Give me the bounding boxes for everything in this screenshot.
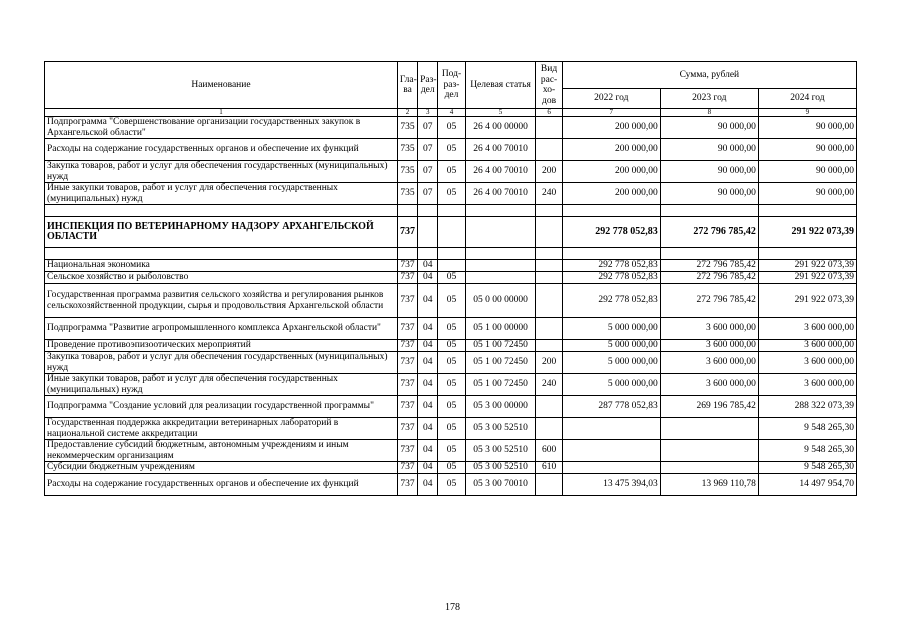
cell-glava: 735	[397, 183, 417, 205]
cell-razdel: 07	[418, 117, 438, 139]
table-row	[45, 396, 857, 418]
cell-sum-2024: 3 600 000,00	[758, 340, 856, 352]
cell-razdel: 04	[418, 260, 438, 272]
cell-podrazdel: 05	[438, 340, 465, 352]
cell-target: 05 3 00 52510	[465, 418, 536, 440]
table-row	[45, 272, 857, 284]
cell-sum-2022: 200 000,00	[562, 161, 660, 183]
cell-razdel: 07	[418, 183, 438, 205]
cell-target: 26 4 00 00000	[465, 117, 536, 139]
table-row	[45, 260, 857, 272]
cell-target: 05 1 00 72450	[465, 352, 536, 374]
cell-podrazdel	[438, 217, 465, 248]
cell-podrazdel: 05	[438, 161, 465, 183]
header-target: Целевая статья	[465, 62, 536, 109]
cell-name	[45, 248, 398, 260]
cell-glava: 735	[397, 117, 417, 139]
column-number-row	[45, 109, 857, 117]
cell-sum-2024: 291 922 073,39	[758, 260, 856, 272]
cell-glava: 737	[397, 352, 417, 374]
cell-vid	[536, 340, 562, 352]
cell-vid: 240	[536, 374, 562, 396]
cell-sum-2022: 200 000,00	[562, 183, 660, 205]
cell-vid	[536, 139, 562, 161]
cell-glava: 737	[397, 462, 417, 474]
table-row-blank	[45, 248, 857, 260]
cell-sum-2022: 200 000,00	[562, 117, 660, 139]
cell-sum-2024: 3 600 000,00	[758, 352, 856, 374]
cell-sum-2023: 269 196 785,42	[660, 396, 758, 418]
cell-vid	[536, 260, 562, 272]
cell-vid: 200	[536, 161, 562, 183]
cell-razdel: 07	[418, 139, 438, 161]
table-row	[45, 318, 857, 340]
cell-sum-2022: 292 778 052,83	[562, 272, 660, 284]
cell-sum-2024: 90 000,00	[758, 183, 856, 205]
cell-sum-2022: 5 000 000,00	[562, 352, 660, 374]
cell-podrazdel	[438, 248, 465, 260]
cell-name: Государственная поддержка аккредитации ветеринарных лабораторий в национальной системе аккредитации	[45, 418, 398, 440]
cell-sum-2023: 90 000,00	[660, 117, 758, 139]
cell-sum-2024: 3 600 000,00	[758, 318, 856, 340]
cell-vid: 240	[536, 183, 562, 205]
column-number: 9	[758, 109, 856, 117]
cell-name: Закупка товаров, работ и услуг для обеспечения государственных (муниципальных) нужд	[45, 161, 398, 183]
cell-target: 05 3 00 52510	[465, 462, 536, 474]
cell-name: Государственная программа развития сельского хозяйства и регулирования рынков сельскохозяйственной продукции, сырья и продовольствия Архангельской области	[45, 284, 398, 318]
cell-vid	[536, 474, 562, 496]
header-razdel: Раз-дел	[418, 62, 438, 109]
cell-razdel: 04	[418, 374, 438, 396]
cell-podrazdel: 05	[438, 374, 465, 396]
cell-target: 05 3 00 70010	[465, 474, 536, 496]
column-number: 8	[660, 109, 758, 117]
cell-sum-2023: 90 000,00	[660, 161, 758, 183]
cell-razdel: 04	[418, 352, 438, 374]
cell-name: Сельское хозяйство и рыболовство	[45, 272, 398, 284]
cell-razdel	[418, 248, 438, 260]
cell-vid	[536, 248, 562, 260]
cell-sum-2022	[562, 440, 660, 462]
cell-glava: 737	[397, 474, 417, 496]
cell-vid	[536, 205, 562, 217]
cell-vid	[536, 217, 562, 248]
cell-sum-2022: 5 000 000,00	[562, 374, 660, 396]
cell-target: 05 1 00 72450	[465, 340, 536, 352]
cell-razdel: 04	[418, 272, 438, 284]
cell-sum-2023	[660, 440, 758, 462]
cell-target: 26 4 00 70010	[465, 183, 536, 205]
table-row	[45, 139, 857, 161]
cell-glava: 737	[397, 418, 417, 440]
cell-vid: 200	[536, 352, 562, 374]
header-year-2023: 2023 год	[660, 89, 758, 109]
table-row	[45, 374, 857, 396]
cell-sum-2023	[660, 462, 758, 474]
cell-sum-2024: 90 000,00	[758, 117, 856, 139]
page-number: 178	[445, 602, 460, 613]
cell-sum-2022	[562, 418, 660, 440]
cell-target	[465, 248, 536, 260]
cell-podrazdel: 05	[438, 272, 465, 284]
table-row	[45, 474, 857, 496]
table-row	[45, 284, 857, 318]
cell-razdel: 04	[418, 462, 438, 474]
header-year-2022: 2022 год	[562, 89, 660, 109]
header-year-2024: 2024 год	[758, 89, 856, 109]
cell-sum-2024: 291 922 073,39	[758, 217, 856, 248]
cell-razdel	[418, 217, 438, 248]
header-glava: Гла-ва	[397, 62, 417, 109]
cell-target: 05 1 00 00000	[465, 318, 536, 340]
cell-sum-2022: 292 778 052,83	[562, 217, 660, 248]
cell-razdel: 04	[418, 440, 438, 462]
cell-vid: 600	[536, 440, 562, 462]
cell-sum-2023: 90 000,00	[660, 139, 758, 161]
cell-razdel: 04	[418, 284, 438, 318]
cell-target: 26 4 00 70010	[465, 139, 536, 161]
cell-name: Субсидии бюджетным учреждениям	[45, 462, 398, 474]
cell-glava: 737	[397, 374, 417, 396]
cell-target	[465, 272, 536, 284]
cell-sum-2024	[758, 205, 856, 217]
cell-glava: 737	[397, 318, 417, 340]
cell-sum-2024: 90 000,00	[758, 139, 856, 161]
cell-sum-2024: 9 548 265,30	[758, 418, 856, 440]
cell-target: 05 3 00 00000	[465, 396, 536, 418]
cell-name: ИНСПЕКЦИЯ ПО ВЕТЕРИНАРНОМУ НАДЗОРУ АРХАНГЕЛЬСКОЙ ОБЛАСТИ	[45, 217, 398, 248]
cell-name: Подпрограмма "Развитие агропромышленного комплекса Архангельской области"	[45, 318, 398, 340]
budget-table	[44, 61, 857, 496]
cell-glava: 737	[397, 272, 417, 284]
table-row	[45, 161, 857, 183]
cell-glava: 737	[397, 284, 417, 318]
cell-sum-2022	[562, 462, 660, 474]
cell-glava: 737	[397, 260, 417, 272]
table-row	[45, 352, 857, 374]
cell-sum-2023: 3 600 000,00	[660, 318, 758, 340]
cell-name: Подпрограмма "Совершенствование организации государственных закупок в Архангельской области"	[45, 117, 398, 139]
cell-sum-2023: 272 796 785,42	[660, 284, 758, 318]
cell-podrazdel: 05	[438, 352, 465, 374]
column-number: 7	[562, 109, 660, 117]
cell-glava: 735	[397, 161, 417, 183]
cell-sum-2023: 272 796 785,42	[660, 217, 758, 248]
cell-razdel: 04	[418, 318, 438, 340]
cell-sum-2024: 90 000,00	[758, 161, 856, 183]
header-vid: Вид рас-хо-дов	[536, 62, 562, 109]
cell-sum-2023: 3 600 000,00	[660, 352, 758, 374]
cell-sum-2022: 5 000 000,00	[562, 318, 660, 340]
cell-target: 26 4 00 70010	[465, 161, 536, 183]
column-number: 3	[418, 109, 438, 117]
cell-glava: 735	[397, 139, 417, 161]
cell-sum-2022: 200 000,00	[562, 139, 660, 161]
cell-vid	[536, 396, 562, 418]
cell-sum-2023: 90 000,00	[660, 183, 758, 205]
column-number: 1	[45, 109, 398, 117]
table-row	[45, 183, 857, 205]
column-number: 4	[438, 109, 465, 117]
cell-sum-2024	[758, 248, 856, 260]
cell-razdel: 04	[418, 418, 438, 440]
cell-podrazdel: 05	[438, 139, 465, 161]
cell-vid	[536, 418, 562, 440]
cell-name: Проведение противоэпизоотических мероприятий	[45, 340, 398, 352]
cell-sum-2022	[562, 205, 660, 217]
cell-razdel: 07	[418, 161, 438, 183]
cell-razdel: 04	[418, 396, 438, 418]
cell-target: 05 3 00 52510	[465, 440, 536, 462]
cell-vid	[536, 117, 562, 139]
cell-sum-2022: 13 475 394,03	[562, 474, 660, 496]
cell-name: Закупка товаров, работ и услуг для обеспечения государственных (муниципальных) нужд	[45, 352, 398, 374]
cell-sum-2024: 3 600 000,00	[758, 374, 856, 396]
cell-glava: 737	[397, 440, 417, 462]
cell-vid	[536, 272, 562, 284]
cell-podrazdel: 05	[438, 318, 465, 340]
cell-sum-2023	[660, 418, 758, 440]
cell-name	[45, 205, 398, 217]
header-sum: Сумма, рублей	[562, 62, 856, 89]
cell-sum-2024: 14 497 954,70	[758, 474, 856, 496]
table-row	[45, 340, 857, 352]
cell-sum-2023: 13 969 110,78	[660, 474, 758, 496]
header-podrazdel: Под-раз-дел	[438, 62, 465, 109]
cell-razdel: 04	[418, 474, 438, 496]
column-number: 2	[397, 109, 417, 117]
header-name: Наименование	[45, 62, 398, 109]
cell-glava: 737	[397, 340, 417, 352]
table-row	[45, 418, 857, 440]
cell-podrazdel: 05	[438, 396, 465, 418]
cell-target: 05 1 00 72450	[465, 374, 536, 396]
cell-sum-2024: 9 548 265,30	[758, 440, 856, 462]
cell-name: Национальная экономика	[45, 260, 398, 272]
cell-podrazdel	[438, 205, 465, 217]
cell-podrazdel: 05	[438, 440, 465, 462]
cell-sum-2024: 291 922 073,39	[758, 284, 856, 318]
cell-name: Предоставление субсидий бюджетным, автономным учреждениям и иным некоммерческим организациям	[45, 440, 398, 462]
cell-name: Расходы на содержание государственных органов и обеспечение их функций	[45, 474, 398, 496]
cell-sum-2023: 272 796 785,42	[660, 260, 758, 272]
table-row-blank	[45, 205, 857, 217]
cell-podrazdel	[438, 260, 465, 272]
cell-razdel: 04	[418, 340, 438, 352]
cell-sum-2024: 291 922 073,39	[758, 272, 856, 284]
header-row-top	[45, 62, 857, 89]
cell-sum-2023: 3 600 000,00	[660, 374, 758, 396]
cell-name: Расходы на содержание государственных органов и обеспечение их функций	[45, 139, 398, 161]
table-row	[45, 440, 857, 462]
cell-podrazdel: 05	[438, 418, 465, 440]
cell-glava	[397, 205, 417, 217]
cell-sum-2024: 9 548 265,30	[758, 462, 856, 474]
cell-vid	[536, 318, 562, 340]
cell-name: Подпрограмма "Создание условий для реализации государственной программы"	[45, 396, 398, 418]
cell-glava	[397, 248, 417, 260]
cell-name: Иные закупки товаров, работ и услуг для обеспечения государственных (муниципальных) нужд	[45, 374, 398, 396]
cell-sum-2022: 5 000 000,00	[562, 340, 660, 352]
cell-sum-2023	[660, 205, 758, 217]
cell-sum-2022: 287 778 052,83	[562, 396, 660, 418]
cell-sum-2023	[660, 248, 758, 260]
table-row	[45, 462, 857, 474]
cell-vid: 610	[536, 462, 562, 474]
cell-sum-2023: 3 600 000,00	[660, 340, 758, 352]
cell-sum-2022: 292 778 052,83	[562, 284, 660, 318]
column-number: 6	[536, 109, 562, 117]
cell-sum-2023: 272 796 785,42	[660, 272, 758, 284]
cell-sum-2024: 288 322 073,39	[758, 396, 856, 418]
cell-glava: 737	[397, 217, 417, 248]
cell-podrazdel: 05	[438, 462, 465, 474]
cell-podrazdel: 05	[438, 117, 465, 139]
table-row	[45, 217, 857, 248]
column-number: 5	[465, 109, 536, 117]
cell-target	[465, 217, 536, 248]
cell-podrazdel: 05	[438, 474, 465, 496]
cell-target: 05 0 00 00000	[465, 284, 536, 318]
cell-razdel	[418, 205, 438, 217]
cell-target	[465, 260, 536, 272]
cell-podrazdel: 05	[438, 284, 465, 318]
cell-podrazdel: 05	[438, 183, 465, 205]
cell-glava: 737	[397, 396, 417, 418]
cell-sum-2022: 292 778 052,83	[562, 260, 660, 272]
cell-sum-2022	[562, 248, 660, 260]
cell-target	[465, 205, 536, 217]
cell-name: Иные закупки товаров, работ и услуг для обеспечения государственных (муниципальных) нужд	[45, 183, 398, 205]
cell-vid	[536, 284, 562, 318]
table-row	[45, 117, 857, 139]
